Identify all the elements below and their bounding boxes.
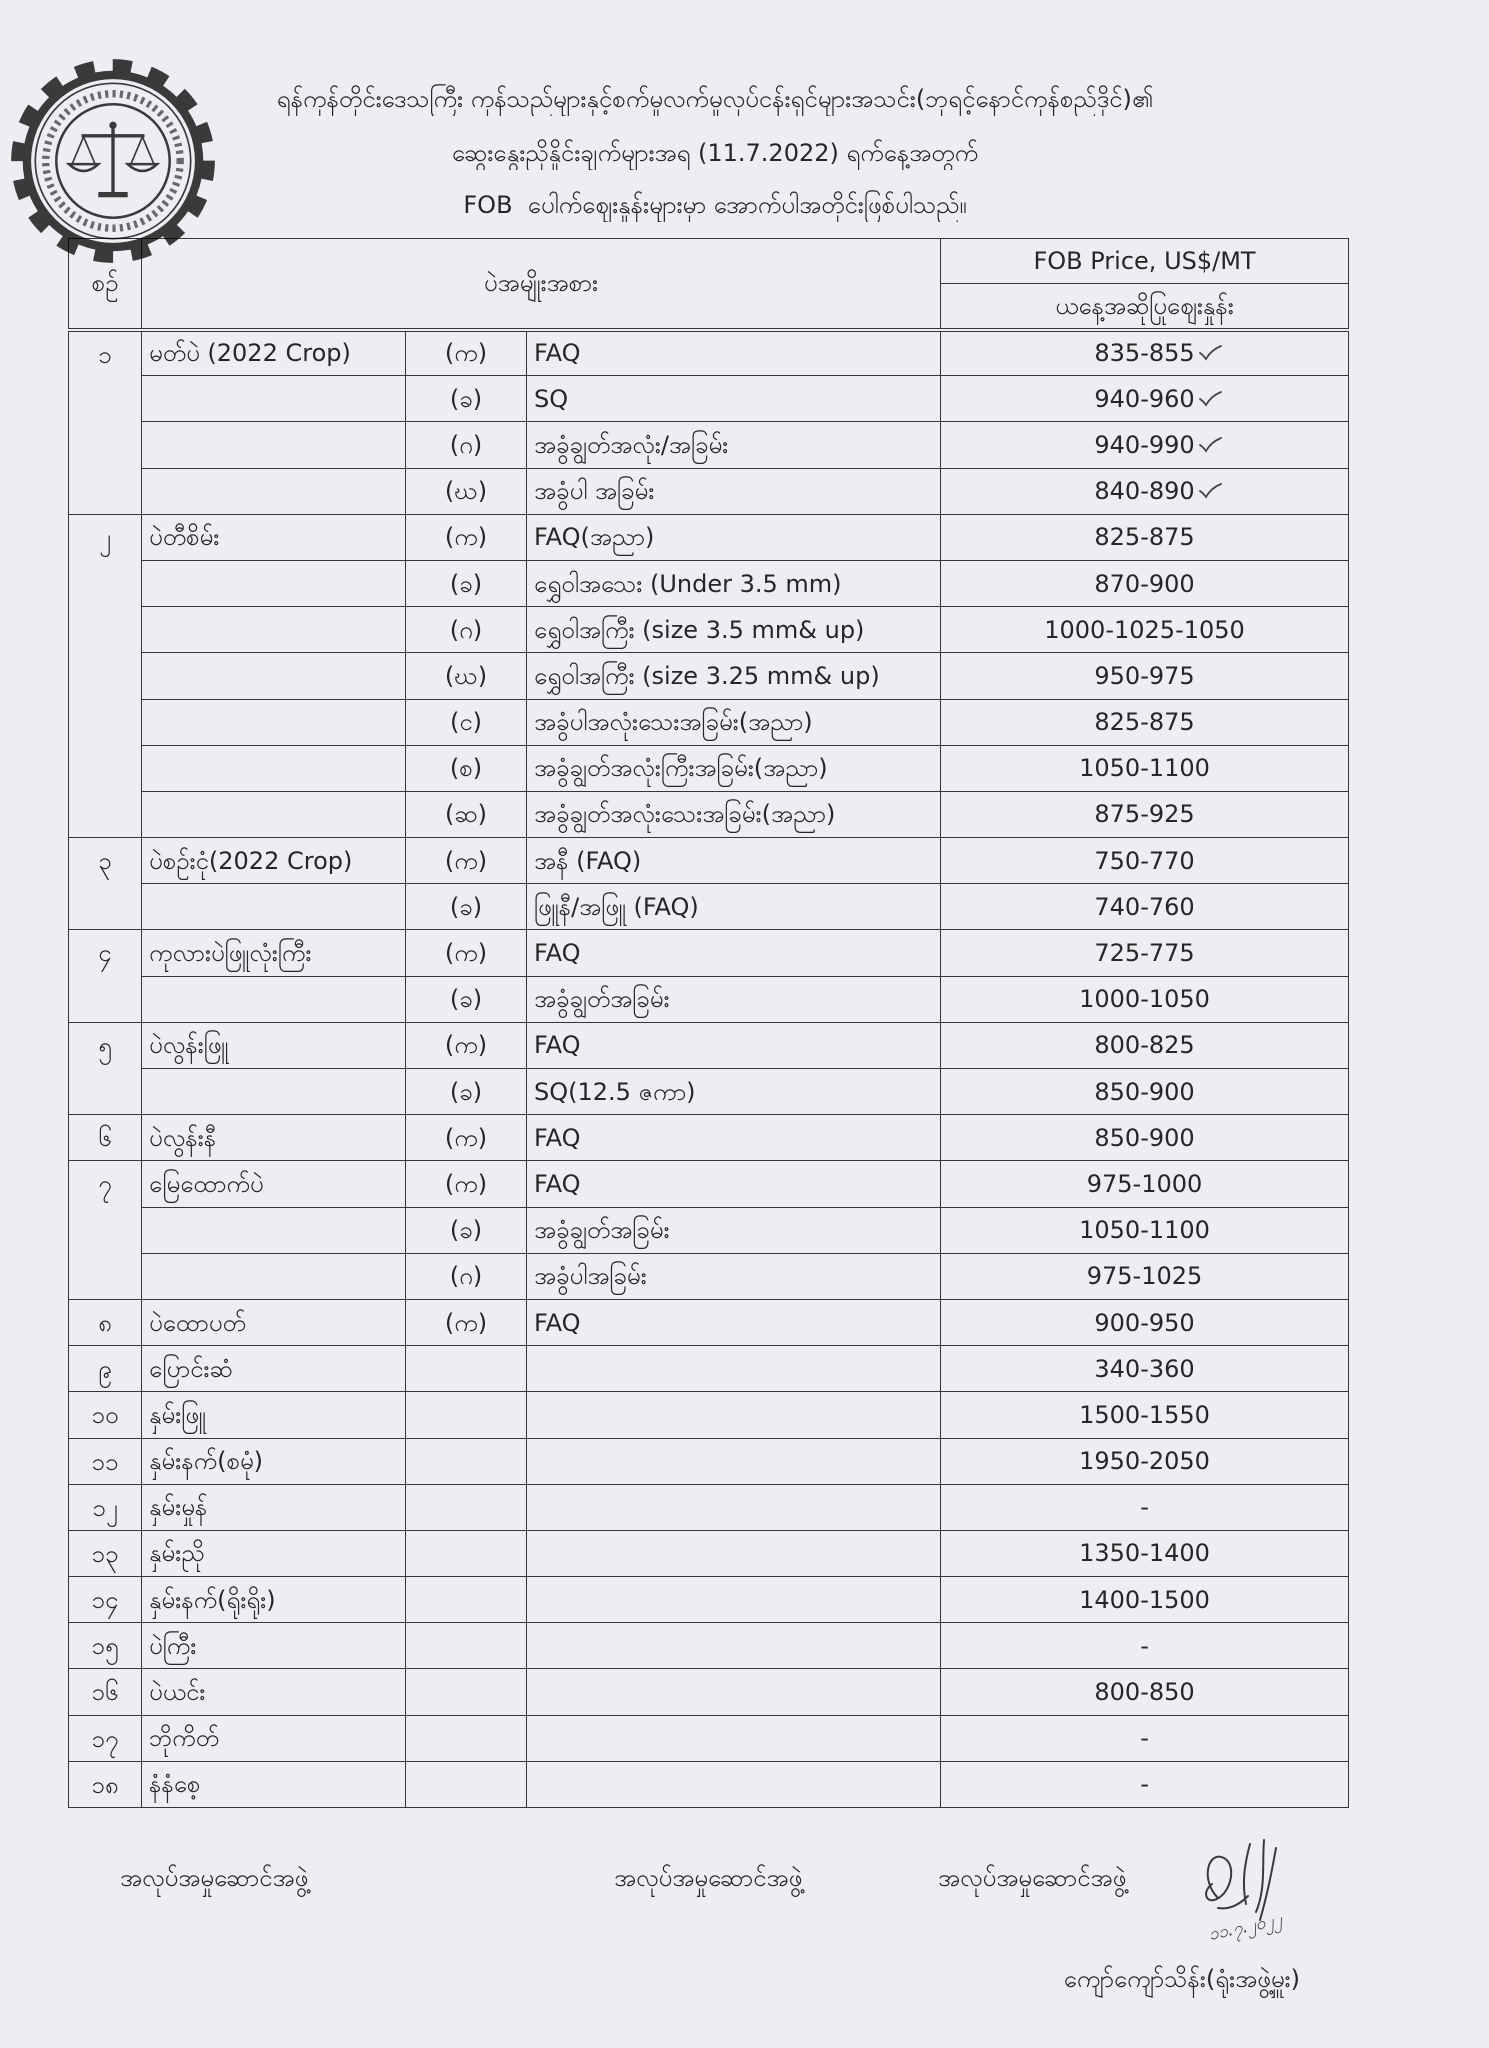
price-value: 725-775 xyxy=(1094,939,1195,968)
serial-number: ၄ xyxy=(69,930,142,1022)
grade-code xyxy=(406,1438,527,1484)
grade-name: အခွံပါအခြမ်း xyxy=(527,1253,941,1299)
price-wrap xyxy=(1079,1446,1210,1476)
association-seal-icon xyxy=(8,56,218,266)
item-name xyxy=(142,745,406,791)
price-subheader: ယနေ့အဆိုပြုဈေးနှုန်း xyxy=(941,284,1349,330)
grade-code: (ဂ) xyxy=(406,607,527,653)
table-row xyxy=(69,699,1349,745)
table-row xyxy=(69,791,1349,837)
price-wrap xyxy=(1079,1400,1210,1430)
serial-header: စဉ် xyxy=(69,239,142,330)
price-wrap xyxy=(1079,1215,1210,1245)
grade-code xyxy=(406,1623,527,1669)
grade-code: (ဂ) xyxy=(406,1253,527,1299)
item-name: နှမ်းမှုန် xyxy=(142,1484,406,1530)
price-cell xyxy=(941,330,1349,376)
grade-code: (ခ) xyxy=(406,884,527,930)
item-name: ပဲထောပတ် xyxy=(142,1299,406,1345)
price-value: 1000-1050 xyxy=(1079,985,1210,1014)
grade-code: (က) xyxy=(406,838,527,884)
grade-name: အခွံချွတ်အခြမ်း xyxy=(527,976,941,1022)
grade-code: (ဆ) xyxy=(406,791,527,837)
grade-name xyxy=(527,1623,941,1669)
grade-name: ရွှေဝါအကြီး (size 3.25 mm& up) xyxy=(527,653,941,699)
serial-number: ၁၇ xyxy=(69,1715,142,1761)
table-row xyxy=(69,1022,1349,1068)
item-name: နှမ်းနက်(စမုံ) xyxy=(142,1438,406,1484)
grade-name: ရွှေဝါအသေး (Under 3.5 mm) xyxy=(527,560,941,606)
item-name: နှမ်းနက်(ရိုးရိုး) xyxy=(142,1577,406,1623)
price-wrap xyxy=(1094,661,1194,691)
price-cell xyxy=(941,1346,1349,1392)
price-value: 1050-1100 xyxy=(1079,1216,1210,1245)
table-row xyxy=(69,838,1349,884)
item-name xyxy=(142,1069,406,1115)
intro-line: FOB ပေါက်ဈေးနှုန်းများမှာ အောက်ပါအတိုင်းဖြစ်ပါသည်။ xyxy=(463,191,967,219)
serial-number: ၁၂ xyxy=(69,1484,142,1530)
price-value: - xyxy=(1140,1770,1149,1799)
serial-number: ၈ xyxy=(69,1299,142,1345)
grade-name: FAQ xyxy=(527,330,941,376)
price-cell xyxy=(941,653,1349,699)
table-row xyxy=(69,653,1349,699)
price-wrap xyxy=(1094,846,1194,876)
price-cell xyxy=(941,1577,1349,1623)
item-name: ပဲစဉ်းငုံ(2022 Crop) xyxy=(142,838,406,884)
price-wrap xyxy=(1079,1585,1210,1615)
price-table-header xyxy=(69,239,1349,330)
price-cell xyxy=(941,976,1349,1022)
price-cell xyxy=(941,884,1349,930)
price-cell xyxy=(941,560,1349,606)
check-mark-icon xyxy=(1198,390,1222,408)
price-value: 825-875 xyxy=(1094,708,1195,737)
table-row xyxy=(69,1761,1349,1807)
price-value: 975-1000 xyxy=(1086,1169,1203,1198)
item-name xyxy=(142,653,406,699)
grade-name: ဖြူနီ/အဖြူ (FAQ) xyxy=(527,884,941,930)
table-row xyxy=(69,1207,1349,1253)
price-wrap xyxy=(1094,707,1194,737)
table-row xyxy=(69,560,1349,606)
serial-number: ၁၈ xyxy=(69,1761,142,1807)
price-value: 740-760 xyxy=(1094,892,1195,921)
grade-code: (ခ) xyxy=(406,1069,527,1115)
grade-name: FAQ xyxy=(527,1115,941,1161)
grade-name: FAQ xyxy=(527,1299,941,1345)
item-name xyxy=(142,1207,406,1253)
grade-name: SQ xyxy=(527,376,941,422)
price-wrap xyxy=(1094,1030,1194,1060)
grade-code: (က) xyxy=(406,930,527,976)
grade-name xyxy=(527,1577,941,1623)
grade-code: (ခ) xyxy=(406,560,527,606)
serial-number: ၁၃ xyxy=(69,1530,142,1576)
check-mark-icon xyxy=(1198,344,1222,362)
table-row xyxy=(69,930,1349,976)
price-cell xyxy=(941,468,1349,514)
item-name: ပဲကြီး xyxy=(142,1623,406,1669)
price-cell xyxy=(941,1161,1349,1207)
price-wrap xyxy=(1094,430,1194,460)
price-cell xyxy=(941,1115,1349,1161)
grade-name xyxy=(527,1761,941,1807)
serial-number: ၆ xyxy=(69,1115,142,1161)
price-wrap xyxy=(1079,1538,1210,1568)
signature-date: ၁၁.၇.၂၀၂၂ xyxy=(1206,1909,1284,1945)
price-value: 840-890 xyxy=(1094,477,1195,506)
date-line: ဆွေးနွေးညှိနှိုင်းချက်များအရ (11.7.2022) ရက်နေ့အတွက် xyxy=(451,139,979,167)
price-table xyxy=(68,238,1349,1808)
serial-number: ၅ xyxy=(69,1022,142,1114)
grade-code: (က) xyxy=(406,1299,527,1345)
price-wrap xyxy=(1094,338,1194,368)
table-row xyxy=(69,1115,1349,1161)
price-value: 750-770 xyxy=(1094,846,1195,875)
grade-name xyxy=(527,1530,941,1576)
price-cell xyxy=(941,1253,1349,1299)
price-wrap xyxy=(1140,1631,1149,1661)
price-cell xyxy=(941,1438,1349,1484)
price-cell xyxy=(941,699,1349,745)
serial-number: ၇ xyxy=(69,1161,142,1300)
price-value: 1000-1025-1050 xyxy=(1044,615,1245,644)
table-row xyxy=(69,376,1349,422)
table-row xyxy=(69,422,1349,468)
price-value: - xyxy=(1140,1631,1149,1660)
signatory-name: ကျော်ကျော်သိန်း(ရုံးအဖွဲ့မှူး) xyxy=(1063,1965,1300,1993)
item-name: မြေထောက်ပဲ xyxy=(142,1161,406,1207)
price-value: 850-900 xyxy=(1094,1077,1195,1106)
grade-code xyxy=(406,1346,527,1392)
grade-code xyxy=(406,1669,527,1715)
grade-code: (က) xyxy=(406,1161,527,1207)
grade-name: အခွံချွတ်အခြမ်း xyxy=(527,1207,941,1253)
grade-name xyxy=(527,1392,941,1438)
grade-code: (ဃ) xyxy=(406,653,527,699)
price-wrap xyxy=(1044,615,1245,645)
committee-signature-label-3: အလုပ်အမှုဆောင်အဖွဲ့ xyxy=(938,1864,1127,1892)
price-table-body xyxy=(69,330,1349,1808)
price-wrap xyxy=(1094,569,1194,599)
price-value: 940-960 xyxy=(1094,384,1195,413)
item-name xyxy=(142,699,406,745)
item-name: ပဲယင်း xyxy=(142,1669,406,1715)
price-wrap xyxy=(1094,892,1194,922)
grade-name: အခွံချွတ်အလုံးသေးအခြမ်း(အညာ) xyxy=(527,791,941,837)
grade-code: (က) xyxy=(406,1022,527,1068)
table-row xyxy=(69,976,1349,1022)
grade-name: SQ(12.5 ဇကာ) xyxy=(527,1069,941,1115)
price-value: 835-855 xyxy=(1094,339,1195,368)
table-row xyxy=(69,1484,1349,1530)
serial-number: ၂ xyxy=(69,514,142,837)
price-cell xyxy=(941,1623,1349,1669)
grade-code: (ဂ) xyxy=(406,422,527,468)
serial-number: ၁၀ xyxy=(69,1392,142,1438)
price-wrap xyxy=(1094,476,1194,506)
grade-name: FAQ xyxy=(527,1022,941,1068)
serial-number: ၁၅ xyxy=(69,1623,142,1669)
association-heading: ရန်ကုန်တိုင်းဒေသကြီး ကုန်သည်များနှင့်စက်မှုလက်မှုလုပ်ငန်းရှင်များအသင်း(ဘုရင့်နောင်ကုန်စည်ဒိုင်)၏ xyxy=(276,85,1154,113)
item-name xyxy=(142,560,406,606)
price-value: - xyxy=(1140,1724,1149,1753)
serial-number: ၁၄ xyxy=(69,1577,142,1623)
item-name: ဘိုကိတ် xyxy=(142,1715,406,1761)
grade-code xyxy=(406,1530,527,1576)
price-wrap xyxy=(1094,1354,1194,1384)
header-row xyxy=(69,239,1349,284)
item-name xyxy=(142,1253,406,1299)
item-name: ပဲလွန်းဖြူ xyxy=(142,1022,406,1068)
item-name xyxy=(142,976,406,1022)
item-name: မတ်ပဲ (2022 Crop) xyxy=(142,330,406,376)
price-wrap xyxy=(1087,1169,1203,1199)
check-mark-icon xyxy=(1198,482,1222,500)
price-cell xyxy=(941,1069,1349,1115)
grade-code: (ခ) xyxy=(406,976,527,1022)
table-row xyxy=(69,330,1349,376)
grade-name: FAQ(အညာ) xyxy=(527,514,941,560)
table-row xyxy=(69,468,1349,514)
grade-code: (က) xyxy=(406,1115,527,1161)
price-wrap xyxy=(1094,522,1194,552)
item-name: ပဲတီစိမ်း xyxy=(142,514,406,560)
price-cell xyxy=(941,422,1349,468)
table-row xyxy=(69,1346,1349,1392)
grade-name xyxy=(527,1669,941,1715)
item-name xyxy=(142,791,406,837)
price-cell xyxy=(941,1530,1349,1576)
price-value: 825-875 xyxy=(1094,523,1195,552)
table-row xyxy=(69,514,1349,560)
grade-code: (စ) xyxy=(406,745,527,791)
price-cell xyxy=(941,791,1349,837)
handwritten-signature xyxy=(1188,1836,1358,1956)
price-wrap xyxy=(1094,1308,1194,1338)
table-row xyxy=(69,1299,1349,1345)
table-row xyxy=(69,1530,1349,1576)
price-cell xyxy=(941,1299,1349,1345)
price-value: 1400-1500 xyxy=(1079,1585,1210,1614)
grade-code xyxy=(406,1484,527,1530)
grade-code xyxy=(406,1577,527,1623)
price-value: 850-900 xyxy=(1094,1123,1195,1152)
grade-name: FAQ xyxy=(527,1161,941,1207)
grade-code: (က) xyxy=(406,514,527,560)
table-row xyxy=(69,607,1349,653)
grade-name: ရွှေဝါအကြီး (size 3.5 mm& up) xyxy=(527,607,941,653)
price-value: 950-975 xyxy=(1094,661,1195,690)
price-value: 1050-1100 xyxy=(1079,754,1210,783)
table-row xyxy=(69,1438,1349,1484)
serial-number: ၃ xyxy=(69,838,142,930)
grade-code xyxy=(406,1715,527,1761)
table-row xyxy=(69,1577,1349,1623)
item-name xyxy=(142,422,406,468)
price-value: 800-850 xyxy=(1094,1678,1195,1707)
table-row xyxy=(69,1253,1349,1299)
price-cell xyxy=(941,1761,1349,1807)
grade-name xyxy=(527,1715,941,1761)
item-name: နှမ်းညို xyxy=(142,1530,406,1576)
grade-code: (ဃ) xyxy=(406,468,527,514)
committee-signature-label-2: အလုပ်အမှုဆောင်အဖွဲ့ xyxy=(614,1864,803,1892)
price-value: 940-990 xyxy=(1094,430,1195,459)
committee-signature-label-1: အလုပ်အမှုဆောင်အဖွဲ့ xyxy=(120,1864,309,1892)
price-cell xyxy=(941,930,1349,976)
serial-number: ၁၆ xyxy=(69,1669,142,1715)
price-cell xyxy=(941,838,1349,884)
grade-name: အခွံပါအလုံးသေးအခြမ်း(အညာ) xyxy=(527,699,941,745)
price-wrap xyxy=(1094,1077,1194,1107)
price-wrap xyxy=(1079,984,1210,1014)
grade-name: အခွံချွတ်အလုံးကြီးအခြမ်း(အညာ) xyxy=(527,745,941,791)
check-mark-icon xyxy=(1198,436,1222,454)
grade-name: FAQ xyxy=(527,930,941,976)
serial-number: ၁ xyxy=(69,330,142,515)
price-value: 875-925 xyxy=(1094,800,1195,829)
table-row xyxy=(69,745,1349,791)
table-row xyxy=(69,1623,1349,1669)
grade-code: (ခ) xyxy=(406,376,527,422)
item-name xyxy=(142,376,406,422)
price-cell xyxy=(941,514,1349,560)
item-name xyxy=(142,607,406,653)
item-name: ပဲလွန်းနီ xyxy=(142,1115,406,1161)
price-cell xyxy=(941,1484,1349,1530)
price-cell xyxy=(941,376,1349,422)
serial-number: ၁၁ xyxy=(69,1438,142,1484)
price-wrap xyxy=(1094,799,1194,829)
price-cell xyxy=(941,1207,1349,1253)
price-value: 340-360 xyxy=(1094,1354,1195,1383)
item-name: နှမ်းဖြူ xyxy=(142,1392,406,1438)
table-row xyxy=(69,1069,1349,1115)
item-name xyxy=(142,468,406,514)
grade-name xyxy=(527,1438,941,1484)
price-cell xyxy=(941,607,1349,653)
price-wrap xyxy=(1140,1492,1149,1522)
grade-code: (ခ) xyxy=(406,1207,527,1253)
price-value: 1500-1550 xyxy=(1079,1400,1210,1429)
price-wrap xyxy=(1079,753,1210,783)
price-wrap xyxy=(1094,938,1194,968)
price-wrap xyxy=(1087,1261,1203,1291)
grade-code: (က) xyxy=(406,330,527,376)
item-name: ကုလားပဲဖြူလုံးကြီး xyxy=(142,930,406,976)
table-row xyxy=(69,884,1349,930)
price-wrap xyxy=(1094,1123,1194,1153)
price-wrap xyxy=(1094,1677,1194,1707)
price-value: 800-825 xyxy=(1094,1031,1195,1060)
price-header: FOB Price, US$/MT xyxy=(941,239,1349,284)
price-cell xyxy=(941,1392,1349,1438)
price-value: 900-950 xyxy=(1094,1308,1195,1337)
grade-name xyxy=(527,1484,941,1530)
table-row xyxy=(69,1161,1349,1207)
serial-number: ၉ xyxy=(69,1346,142,1392)
item-name xyxy=(142,884,406,930)
price-cell xyxy=(941,1715,1349,1761)
item-name: နံနံစေ့ xyxy=(142,1761,406,1807)
price-wrap xyxy=(1140,1769,1149,1799)
grade-name: အနီ (FAQ) xyxy=(527,838,941,884)
grade-name: အခွံချွတ်အလုံး/အခြမ်း xyxy=(527,422,941,468)
price-wrap xyxy=(1094,384,1194,414)
price-wrap xyxy=(1140,1723,1149,1753)
price-cell xyxy=(941,1022,1349,1068)
table-row xyxy=(69,1392,1349,1438)
price-value: 975-1025 xyxy=(1086,1262,1203,1291)
grade-name: အခွံပါ အခြမ်း xyxy=(527,468,941,514)
price-cell xyxy=(941,745,1349,791)
item-type-header: ပဲအမျိုးအစား xyxy=(142,239,941,330)
item-name: ပြောင်းဆံ xyxy=(142,1346,406,1392)
price-value: 1950-2050 xyxy=(1079,1447,1210,1476)
grade-name xyxy=(527,1346,941,1392)
grade-code: (င) xyxy=(406,699,527,745)
grade-code xyxy=(406,1392,527,1438)
table-row xyxy=(69,1669,1349,1715)
price-value: 1350-1400 xyxy=(1079,1539,1210,1568)
grade-code xyxy=(406,1761,527,1807)
table-row xyxy=(69,1715,1349,1761)
price-cell xyxy=(941,1669,1349,1715)
price-value: - xyxy=(1140,1493,1149,1522)
price-value: 870-900 xyxy=(1094,569,1195,598)
